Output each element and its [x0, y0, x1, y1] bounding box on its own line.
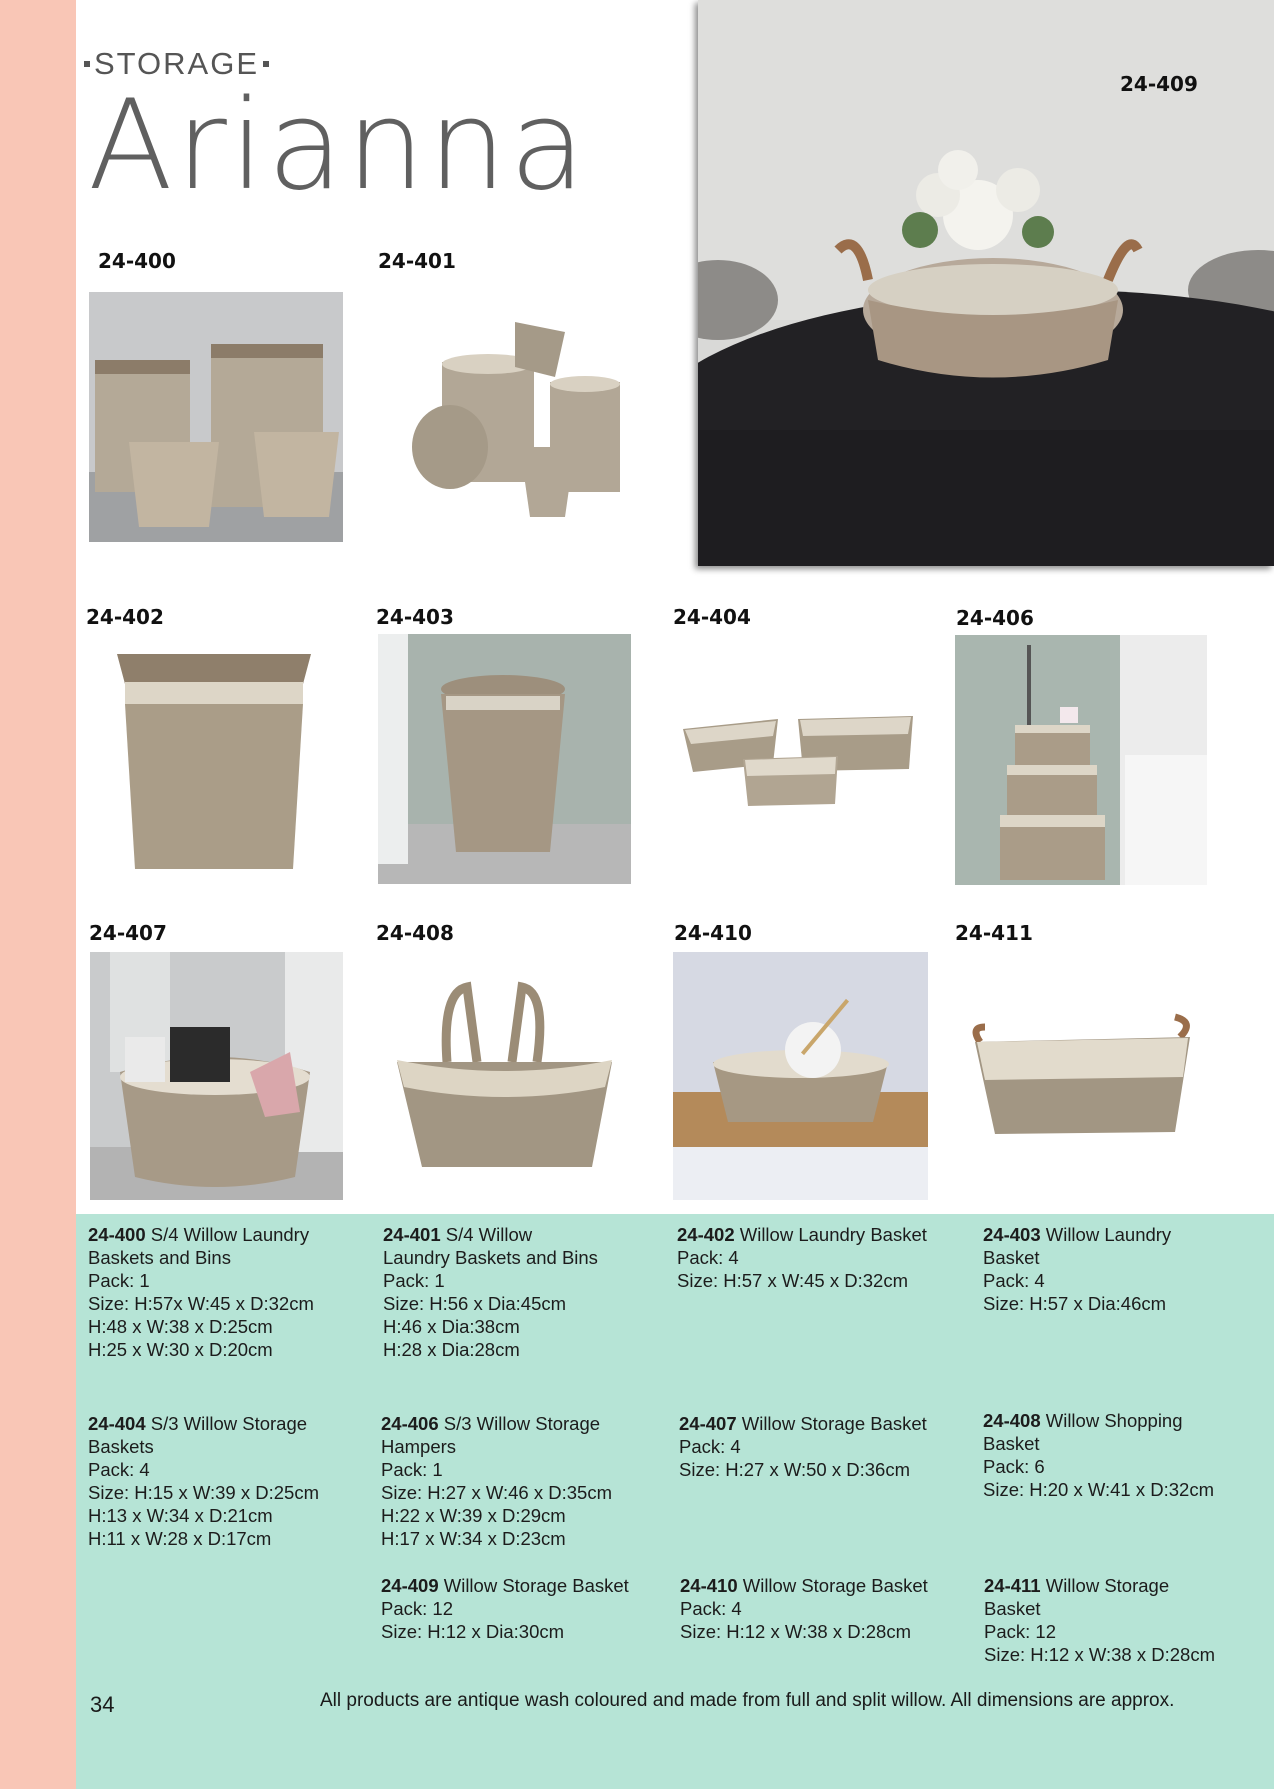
- product-photo-24-410: [673, 952, 928, 1200]
- description-name: Willow Storage: [1045, 1575, 1170, 1596]
- description-name: S/3 Willow Storage: [443, 1413, 601, 1434]
- category-text: STORAGE: [94, 46, 260, 81]
- description-line: Size: H:57 x Dia:46cm: [983, 1293, 1167, 1314]
- description-line: Size: H:12 x W:38 x D:28cm: [680, 1621, 911, 1642]
- product-description: [679, 1412, 927, 1481]
- description-name: Willow Laundry Basket: [739, 1224, 927, 1245]
- description-line: Pack: 12: [381, 1598, 453, 1619]
- description-line: Basket: [983, 1433, 1040, 1454]
- description-line: Pack: 4: [983, 1270, 1045, 1291]
- description-line: Pack: 1: [88, 1270, 150, 1291]
- description-line: H:46 x Dia:38cm: [383, 1316, 520, 1337]
- product-description: [381, 1574, 629, 1643]
- description-code: 24-404: [88, 1413, 146, 1434]
- hero-product-code: 24-409: [1120, 72, 1198, 96]
- description-line: Pack: 6: [983, 1456, 1045, 1477]
- description-line: Pack: 4: [679, 1436, 741, 1457]
- description-line: H:13 x W:34 x D:21cm: [88, 1505, 273, 1526]
- description-line: Baskets and Bins: [88, 1247, 231, 1268]
- description-line: Size: H:57x W:45 x D:32cm: [88, 1293, 314, 1314]
- product-code: 24-401: [378, 249, 456, 273]
- product-photo-24-407: [90, 952, 343, 1200]
- description-name: Willow Laundry: [1045, 1224, 1172, 1245]
- product-code: 24-403: [376, 605, 454, 629]
- description-line: Pack: 12: [984, 1621, 1056, 1642]
- product-description: [88, 1412, 319, 1550]
- description-code: 24-407: [679, 1413, 737, 1434]
- description-code: 24-403: [983, 1224, 1041, 1245]
- description-line: Pack: 4: [677, 1247, 739, 1268]
- page-title: Arianna: [88, 74, 589, 218]
- description-line: Baskets: [88, 1436, 154, 1457]
- description-line: Pack: 4: [680, 1598, 742, 1619]
- product-description: [984, 1574, 1215, 1666]
- description-line: H:48 x W:38 x D:25cm: [88, 1316, 273, 1337]
- description-name: S/4 Willow Laundry: [150, 1224, 310, 1245]
- description-name: S/3 Willow Storage: [150, 1413, 308, 1434]
- description-line: Pack: 4: [88, 1459, 150, 1480]
- product-photo-24-404: [673, 634, 926, 884]
- description-line: Hampers: [381, 1436, 457, 1457]
- description-code: 24-402: [677, 1224, 735, 1245]
- product-code: 24-411: [955, 921, 1033, 945]
- description-line: Size: H:27 x W:50 x D:36cm: [679, 1459, 910, 1480]
- product-photo-24-408: [377, 952, 630, 1200]
- product-code: 24-406: [956, 606, 1034, 630]
- product-code: 24-408: [376, 921, 454, 945]
- product-description: [983, 1223, 1171, 1315]
- description-line: Pack: 1: [381, 1459, 443, 1480]
- description-line: Size: H:15 x W:39 x D:25cm: [88, 1482, 319, 1503]
- description-line: Size: H:27 x W:46 x D:35cm: [381, 1482, 612, 1503]
- description-line: Pack: 1: [383, 1270, 445, 1291]
- description-line: Size: H:12 x W:38 x D:28cm: [984, 1644, 1215, 1665]
- description-line: Laundry Baskets and Bins: [383, 1247, 598, 1268]
- product-description: [383, 1223, 598, 1361]
- product-photo-24-406: [955, 635, 1207, 885]
- description-name: Willow Storage Basket: [741, 1413, 927, 1434]
- description-code: 24-409: [381, 1575, 439, 1596]
- page-number: 34: [90, 1692, 115, 1717]
- product-code: 24-404: [673, 605, 751, 629]
- product-photo-24-401: [380, 292, 634, 542]
- description-line: H:17 x W:34 x D:23cm: [381, 1528, 566, 1549]
- description-name: Willow Shopping: [1045, 1410, 1183, 1431]
- product-photo-24-402: [89, 634, 343, 884]
- description-line: H:22 x W:39 x D:29cm: [381, 1505, 566, 1526]
- description-name: S/4 Willow: [445, 1224, 533, 1245]
- product-photo-24-403: [378, 634, 631, 884]
- description-line: Basket: [984, 1598, 1041, 1619]
- description-code: 24-406: [381, 1413, 439, 1434]
- description-line: H:28 x Dia:28cm: [383, 1339, 520, 1360]
- description-code: 24-400: [88, 1224, 146, 1245]
- description-code: 24-401: [383, 1224, 441, 1245]
- description-code: 24-410: [680, 1575, 738, 1596]
- description-line: Size: H:20 x W:41 x D:32cm: [983, 1479, 1214, 1500]
- description-line: H:25 x W:30 x D:20cm: [88, 1339, 273, 1360]
- product-photo-24-400: [89, 292, 343, 542]
- description-line: Size: H:57 x W:45 x D:32cm: [677, 1270, 908, 1291]
- product-code: 24-402: [86, 605, 164, 629]
- description-line: Size: H:56 x Dia:45cm: [383, 1293, 567, 1314]
- description-code: 24-411: [984, 1575, 1041, 1596]
- description-code: 24-408: [983, 1410, 1041, 1431]
- description-name: Willow Storage Basket: [443, 1575, 629, 1596]
- footer-note: All products are antique wash coloured and made from full and split willow. All dimensions are approx.: [320, 1690, 1175, 1711]
- product-description: [88, 1223, 314, 1361]
- side-color-strip: [0, 0, 76, 1789]
- product-description: [381, 1412, 612, 1550]
- product-description: [677, 1223, 927, 1292]
- description-line: H:11 x W:28 x D:17cm: [88, 1528, 272, 1549]
- product-code: 24-400: [98, 249, 176, 273]
- product-code: 24-410: [674, 921, 752, 945]
- product-description: [983, 1409, 1214, 1501]
- product-photo-24-411: [955, 952, 1207, 1200]
- description-line: Size: H:12 x Dia:30cm: [381, 1621, 565, 1642]
- product-code: 24-407: [89, 921, 167, 945]
- description-line: Basket: [983, 1247, 1040, 1268]
- product-description: [680, 1574, 928, 1643]
- description-name: Willow Storage Basket: [742, 1575, 928, 1596]
